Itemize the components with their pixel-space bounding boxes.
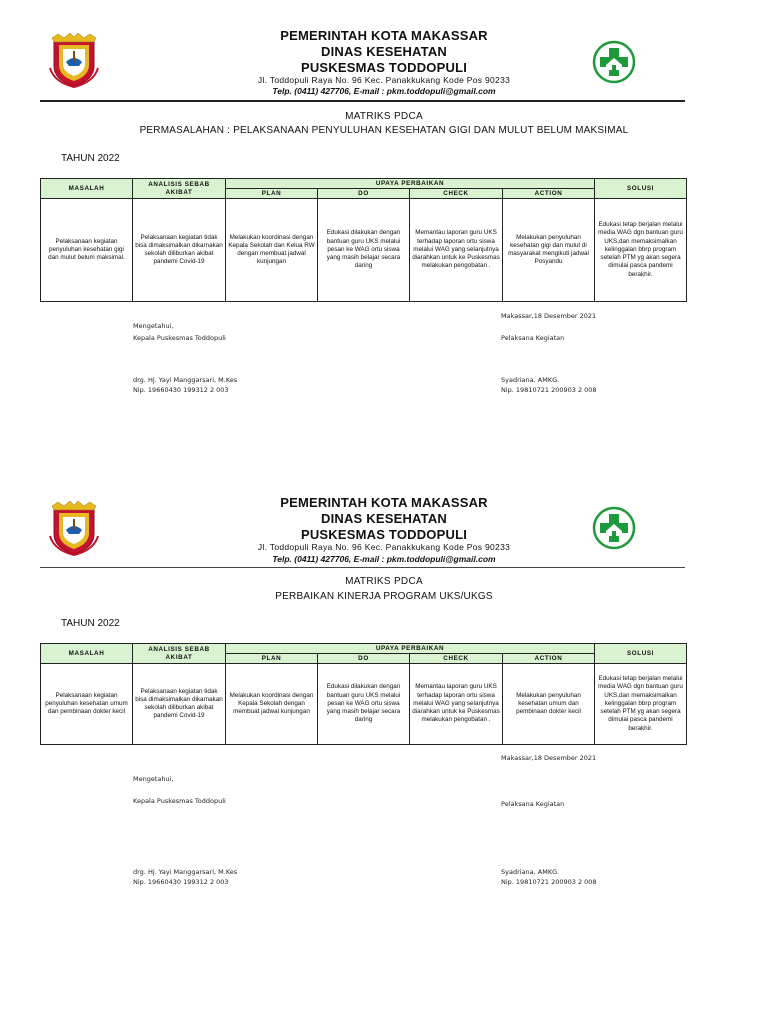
header-do: DO bbox=[318, 654, 410, 664]
header-upaya: UPAYA PERBAIKAN bbox=[226, 179, 595, 189]
header-address: Jl. Toddopuli Raya No. 96 Kec. Panakkukang Kode Pos 90233 bbox=[257, 75, 511, 85]
header-plan: PLAN bbox=[226, 189, 318, 199]
pdca-table bbox=[40, 643, 687, 745]
header-do: DO bbox=[318, 189, 410, 199]
matrix-title: MATRIKS PDCA bbox=[345, 576, 423, 587]
signature-executor-name: Syadriana, AMKG. bbox=[501, 376, 560, 384]
cell-do: Edukasi dilakukan dengan bantuan guru UKS melalui pesan ke WAG ortu siswa yang masih belajar secara daring bbox=[318, 664, 410, 745]
header-contact: Telp. (0411) 427706, E-mail : pkm.toddopuli@gmail.com bbox=[272, 86, 496, 96]
cell-action: Melakukan penyuluhan kesehatan umum dan pembinaan dokter kecil bbox=[503, 664, 595, 745]
header-contact: Telp. (0411) 427706, E-mail : pkm.toddopuli@gmail.com bbox=[272, 554, 496, 564]
signature-head-title: Kepala Puskesmas Toddopuli bbox=[133, 797, 226, 805]
cell-analisis: Pelaksanaan kegiatan tidak bisa dimaksimalkan dikarnakan sekolah diliburkan akibat pandemi Covid-19 bbox=[133, 664, 226, 745]
signature-executor-nip: Nip. 19810721 200903 2 008 bbox=[501, 386, 597, 394]
pdca-table bbox=[40, 178, 687, 302]
header-masalah: MASALAH bbox=[41, 644, 133, 664]
header-department: DINAS KESEHATAN bbox=[320, 44, 448, 59]
header-check: CHECK bbox=[410, 654, 503, 664]
pdca-document-2 bbox=[0, 470, 768, 890]
header-action: ACTION bbox=[503, 654, 595, 664]
header-solusi: SOLUSI bbox=[595, 179, 687, 199]
signature-head-title: Kepala Puskesmas Toddopuli bbox=[133, 334, 226, 342]
header-department: DINAS KESEHATAN bbox=[320, 511, 448, 526]
cell-solusi: Edukasi tetap berjalan melalui media WAG dgn bantuan guru UKS,dan memaksimalkan kelinggalan bbrp program setelah PTM yg akan segera dimulai pasca pandemi berakhir. bbox=[595, 199, 687, 302]
header-divider bbox=[40, 100, 685, 102]
table-row bbox=[41, 199, 687, 302]
header-upaya: UPAYA PERBAIKAN bbox=[226, 644, 595, 654]
header-puskesmas: PUSKESMAS TODDOPULI bbox=[300, 527, 468, 542]
header-government: PEMERINTAH KOTA MAKASSAR bbox=[280, 28, 488, 43]
signature-executor-title: Pelaksana Kegiatan bbox=[501, 334, 565, 342]
year-label: TAHUN 2022 bbox=[61, 618, 120, 629]
header-divider bbox=[40, 567, 685, 568]
header-solusi: SOLUSI bbox=[595, 644, 687, 664]
problem-statement: PERBAIKAN KINERJA PROGRAM UKS/UKGS bbox=[275, 591, 493, 602]
cell-solusi: Edukasi tetap berjalan melalui media WAG dgn bantuan guru UKS,dan memaksimalkan kelinggalan bbrp program setelah PTM yg akan segera dimulai pasca pandemi berakhir. bbox=[595, 664, 687, 745]
signature-known: Mengetahui, bbox=[133, 322, 174, 330]
header-address: Jl. Toddopuli Raya No. 96 Kec. Panakkukang Kode Pos 90233 bbox=[257, 542, 511, 552]
signature-head-nip: Nip. 19660430 199312 2 003 bbox=[133, 878, 229, 886]
cell-check: Memantau laporan guru UKS terhadap laporan ortu siswa melalui WAG yang selanjutnya diarahkan untuk ke Puskesmas melakukan pengobatan . bbox=[410, 199, 503, 302]
signature-head-name: drg. Hj. Yayi Manggarsari, M.Kes bbox=[133, 376, 238, 384]
header-analisis: ANALISIS SEBAB AKIBAT bbox=[133, 179, 226, 199]
header-analisis: ANALISIS SEBAB AKIBAT bbox=[133, 644, 226, 664]
signature-head-name: drg. Hj. Yayi Manggarsari, M.Kes bbox=[133, 868, 238, 876]
cell-do: Edukasi dilakukan dengan bantuan guru UKS melalui pesan ke WAG ortu siswa yang masih belajar secara daring bbox=[318, 199, 410, 302]
signature-executor-nip: Nip. 19810721 200903 2 008 bbox=[501, 878, 597, 886]
year-label: TAHUN 2022 bbox=[61, 153, 120, 164]
header-check: CHECK bbox=[410, 189, 503, 199]
signature-executor-title: Pelaksana Kegiatan bbox=[501, 800, 565, 808]
cell-analisis: Pelaksanaan kegiatan tidak bisa dimaksimalkan dikarnakan sekolah diliburkan akibat pandemi Covid-19 bbox=[133, 199, 226, 302]
cell-plan: Melakukan koordinasi dengan Kepala Sekolah dengan membuat jadwal kunjungan bbox=[226, 664, 318, 745]
cell-plan: Melakukan koordinasi dengan Kepala Sekolah dan Kelua RW dengan membuat jadwal kunjungan bbox=[226, 199, 318, 302]
cell-masalah: Pelaksanaan kegiatan penyuluhan kesehatan gigi dan mulut belum maksimal. bbox=[41, 199, 133, 302]
header-masalah: MASALAH bbox=[41, 179, 133, 199]
problem-statement: PERMASALAHAN : PELAKSANAAN PENYULUHAN KESEHATAN GIGI DAN MULUT BELUM MAKSIMAL bbox=[139, 125, 629, 136]
header-action: ACTION bbox=[503, 189, 595, 199]
header-government: PEMERINTAH KOTA MAKASSAR bbox=[280, 495, 488, 510]
header-puskesmas: PUSKESMAS TODDOPULI bbox=[300, 60, 468, 75]
signature-known: Mengetahui, bbox=[133, 775, 174, 783]
signature-executor-name: Syadriana, AMKG. bbox=[501, 868, 560, 876]
signature-head-nip: Nip. 19660430 199312 2 003 bbox=[133, 386, 229, 394]
signature-date: Makassar,18 Desember 2021 bbox=[501, 312, 597, 320]
signature-date: Makassar,18 Desember 2021 bbox=[501, 754, 597, 762]
matrix-title: MATRIKS PDCA bbox=[345, 111, 423, 122]
cell-action: Melakukan penyuluhan kesehatan gigi dan mulut di masyarakat mengikuti jadwal Posyandu bbox=[503, 199, 595, 302]
header-plan: PLAN bbox=[226, 654, 318, 664]
cell-check: Memantau laporan guru UKS terhadap laporan ortu siswa melalui WAG yang selanjutnya diarahkan untuk ke Puskesmas melakukan pengobatan . bbox=[410, 664, 503, 745]
cell-masalah: Pelaksanaan kegiatan penyuluhan kesehatan umum dan pembinaan dokter kecil bbox=[41, 664, 133, 745]
table-row bbox=[41, 664, 687, 745]
pdca-document-1 bbox=[0, 0, 768, 420]
